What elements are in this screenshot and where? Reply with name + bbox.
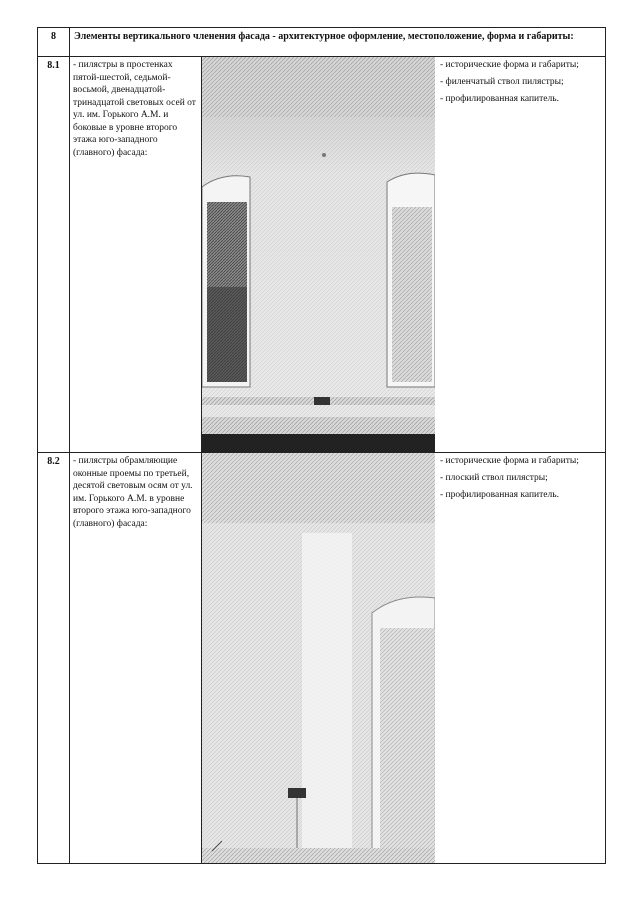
list-item: - исторические форма и габариты;	[440, 456, 579, 466]
heritage-elements-table	[37, 27, 606, 864]
row-description: - пилястры в простенках пятой-шестой, седьмой-восьмой, двенадцатой-тринадцатой световых осей от ул. им. Горького А.М. и боковые в уровне второго этажа юго-западного (главного) фасада:	[70, 57, 202, 453]
list-item: - плоский ствол пилястры;	[440, 473, 548, 483]
list-item: - филенчатый ствол пилястры;	[440, 77, 564, 87]
facade-photo	[202, 57, 435, 453]
facade-photo	[202, 453, 435, 864]
features-list	[435, 57, 605, 105]
list-item: - исторические форма и габариты;	[440, 60, 579, 70]
row-number: 8.2	[38, 453, 70, 864]
section-title: Элементы вертикального членения фасада - архитектурное оформление, местоположение, форма и габариты:	[70, 28, 606, 57]
list-item: - профилированная капитель.	[440, 94, 559, 104]
row-number: 8.1	[38, 57, 70, 453]
features-list	[435, 453, 605, 501]
facade-photo-icon	[202, 57, 435, 452]
section-header-row	[38, 28, 606, 57]
list-item: - профилированная капитель.	[440, 490, 559, 500]
features-cell	[435, 453, 606, 864]
features-cell	[435, 57, 606, 453]
section-number: 8	[38, 28, 70, 57]
table-row	[38, 453, 606, 864]
facade-photo-icon	[202, 453, 435, 863]
row-description: - пилястры обрамляющие оконные проемы по третьей, десятой световым осям от ул. им. Горького А.М. в уровне второго этажа юго-западного (главного) фасада:	[70, 453, 202, 864]
table-row	[38, 57, 606, 453]
